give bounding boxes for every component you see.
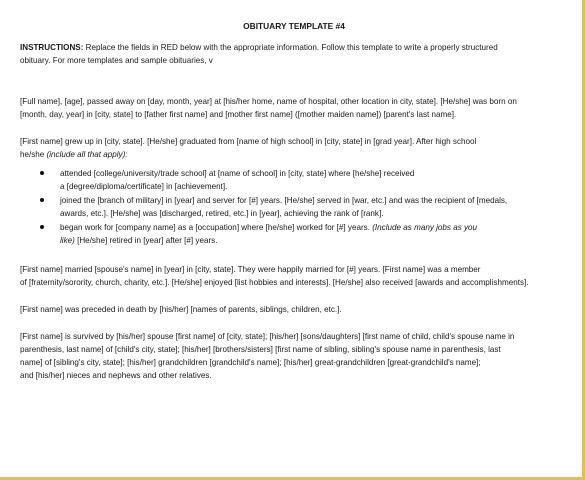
upbringing-paragraph [20, 135, 568, 161]
instructions-text-1: Replace the fields in RED below with the appropriate information. Follow this template to write a properly structured [83, 43, 498, 52]
upbringing-line-2 [20, 148, 568, 161]
military-line-1: joined the [branch of military] in [year] and server for [#] years. [He/she] served in [war, etc.] and was the recipient of [medals, [60, 196, 508, 205]
preceded-paragraph [20, 303, 568, 316]
death-birth-paragraph [20, 95, 568, 121]
instructions-line-2: obituary. For more templates and sample obituaries, v [20, 56, 213, 65]
list-item-military [20, 194, 568, 220]
marriage-line-2: of [fraternity/sorority, church, charity, etc.]. [He/she] enjoyed [list hobbies and interests]. [He/she] also received [awards and accomplishments]. [20, 278, 529, 287]
death-birth-line-1: [Full name], [age], passed away on [day, month, year] at [his/her home, name of hospital, other location in city, state]. [He/she] was born on [20, 97, 517, 106]
survived-paragraph [20, 330, 568, 382]
list-item-education [20, 167, 568, 193]
survived-line-3: name] of [sibling's city, state]; [his/her] grandchildren [grandchild's name]; [his/her] great-grandchildren [great-grandchild's name]; [20, 358, 481, 367]
upbringing-line-1: [First name] grew up in [city, state]. [He/she] graduated from [name of high school] in [city, state] in [grad year]. After high school [20, 137, 477, 146]
death-birth-line-2: [month, day, year] in [city, state] to [father first name] and [mother first name] ([mother maiden name]) [parent's last name]. [20, 110, 457, 119]
survived-line-1: [First name] is survived by [his/her] spouse [first name] of [city, state]; [his/her] [sons/daughters] [first name of child, child's spouse name in [20, 332, 515, 341]
bullet-icon [40, 198, 44, 202]
document-body [20, 20, 568, 382]
education-line-2: a [degree/diploma/certificate] in [achievement]. [60, 182, 228, 191]
upbringing-line-2-note: (include all that apply): [46, 150, 128, 159]
marriage-line-1: [First name] married [spouse's name] in [year] in [city, state]. They were happily married for [#] years. [First name] was a member [20, 265, 481, 274]
preceded-line-1: [First name] was preceded in death by [his/her] [names of parents, siblings, children, etc.]. [20, 305, 342, 314]
survived-line-2: parenthesis, last name] of [child's city, state]; [his/her] [brothers/sisters] [first name of sibling, sibling's spouse name in parenthesis, last [20, 345, 501, 354]
instructions-paragraph [20, 41, 568, 67]
bullet-icon [40, 171, 44, 175]
instructions-label: INSTRUCTIONS: [20, 43, 84, 52]
career-line-1-text: began work for [company name] as a [occupation] where [he/she] worked for [#] years. [60, 223, 373, 232]
marriage-paragraph [20, 263, 568, 289]
military-line-2: awards, etc.]. [He/she] was [discharged, retired, etc.] in [year], achieving the rank of [rank]. [60, 209, 384, 218]
career-line-1 [60, 221, 568, 234]
upbringing-line-2-text: he/she [20, 150, 47, 159]
education-line-1: attended [college/university/trade school] at [name of school] in [city, state] where [he/she] received [60, 169, 415, 178]
life-events-list [20, 167, 568, 247]
career-line-2-note: like) [60, 236, 75, 245]
bullet-icon [40, 225, 44, 229]
document-title: OBITUARY TEMPLATE #4 [243, 21, 345, 31]
career-line-2 [60, 234, 568, 247]
survived-line-4: and [his/her] nieces and nephews and other relatives. [20, 371, 212, 380]
career-line-1-note: (Include as many jobs as you [372, 223, 478, 232]
career-line-2-text: [He/she] retired in [year] after [#] years. [74, 236, 218, 245]
instructions-line-1 [20, 41, 568, 54]
list-item-career [20, 221, 568, 247]
